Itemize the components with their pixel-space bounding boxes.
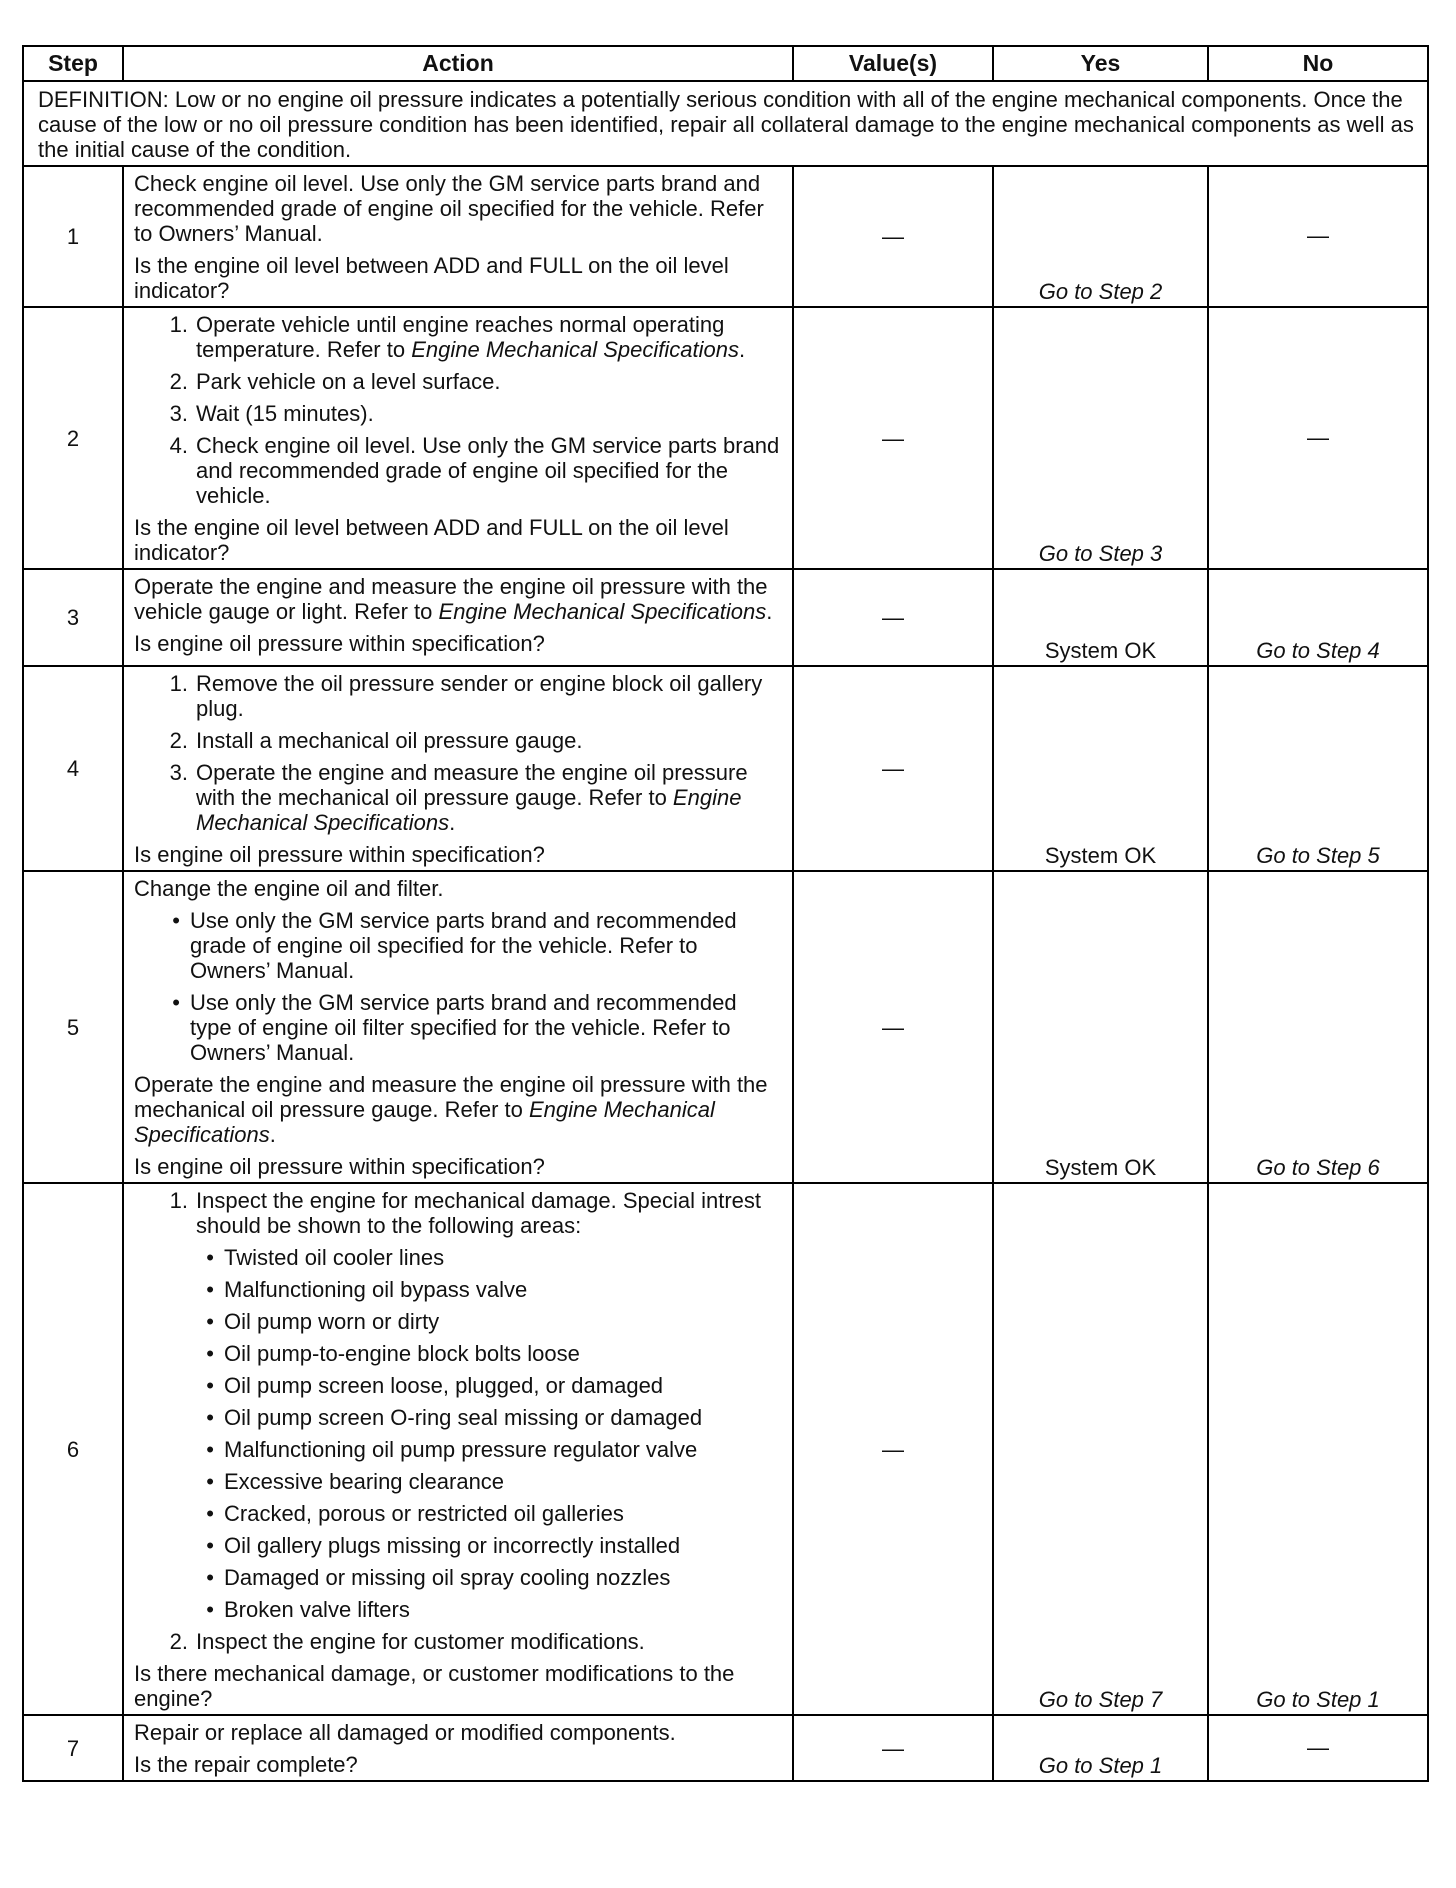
yes-result: Go to Step 2 bbox=[993, 166, 1208, 307]
definition-text: DEFINITION: Low or no engine oil pressure indicates a potentially serious condition with all of the engine mechanical components. Once the cause of the low or no oil pressure condition has been identified, repair all collateral damage to the engine mechanical components as well as the initial cause of the condition. bbox=[23, 81, 1428, 166]
action-paragraph bbox=[134, 1154, 782, 1179]
table-row bbox=[23, 1715, 1428, 1781]
text-segment: Excessive bearing clearance bbox=[224, 1469, 505, 1494]
bullet-marker: • bbox=[206, 1245, 214, 1270]
value-cell: — bbox=[793, 871, 993, 1183]
step-number: 6 bbox=[23, 1183, 123, 1715]
value-cell: — bbox=[793, 166, 993, 307]
step-number: 3 bbox=[23, 569, 123, 666]
item-text bbox=[196, 728, 782, 753]
text-segment: Inspect the engine for customer modifications. bbox=[196, 1629, 645, 1654]
item-text bbox=[224, 1533, 782, 1558]
text-segment: Is the repair complete? bbox=[134, 1752, 358, 1777]
bullet-item bbox=[134, 1405, 782, 1430]
bullet-item bbox=[134, 1373, 782, 1398]
bullet-marker: • bbox=[172, 908, 180, 933]
no-result: Go to Step 4 bbox=[1208, 569, 1428, 666]
step-number: 1 bbox=[23, 166, 123, 307]
bullet-item bbox=[134, 1565, 782, 1590]
bullet-item bbox=[134, 908, 782, 983]
action-cell bbox=[123, 666, 793, 871]
numbered-item bbox=[134, 369, 782, 394]
action-paragraph bbox=[134, 842, 782, 867]
bullet-marker: • bbox=[206, 1469, 214, 1494]
yes-result: Go to Step 1 bbox=[993, 1715, 1208, 1781]
reference-text: Engine Mechanical Specifications bbox=[438, 599, 767, 624]
bullet-marker: • bbox=[206, 1597, 214, 1622]
item-text bbox=[224, 1309, 782, 1334]
text-segment: Park vehicle on a level surface. bbox=[196, 369, 501, 394]
item-text bbox=[224, 1341, 782, 1366]
text-segment: . bbox=[766, 599, 773, 624]
text-segment: . bbox=[449, 810, 456, 835]
text-segment: Oil pump screen O-ring seal missing or damaged bbox=[224, 1405, 703, 1430]
text-segment: Remove the oil pressure sender or engine block oil gallery plug. bbox=[196, 671, 763, 721]
item-text bbox=[224, 1277, 782, 1302]
header-values: Value(s) bbox=[793, 46, 993, 81]
yes-result: Go to Step 3 bbox=[993, 307, 1208, 569]
text-segment: Operate the engine and measure the engine oil pressure with the mechanical oil pressure gauge. Refer to bbox=[196, 760, 748, 810]
text-segment: Oil pump screen loose, plugged, or damaged bbox=[224, 1373, 664, 1398]
bullet-item bbox=[134, 1277, 782, 1302]
action-paragraph bbox=[134, 171, 782, 246]
text-segment: Install a mechanical oil pressure gauge. bbox=[196, 728, 583, 753]
step-number: 4 bbox=[23, 666, 123, 871]
item-text bbox=[196, 433, 782, 508]
diagnostic-table-container bbox=[22, 45, 1427, 1782]
item-number: 1. bbox=[169, 1188, 188, 1213]
bullet-item bbox=[134, 990, 782, 1065]
item-text bbox=[224, 1565, 782, 1590]
item-text bbox=[190, 990, 782, 1065]
item-text bbox=[196, 401, 782, 426]
table-header-row bbox=[23, 46, 1428, 81]
no-result: Go to Step 1 bbox=[1208, 1183, 1428, 1715]
text-segment: Damaged or missing oil spray cooling nozzles bbox=[224, 1565, 671, 1590]
action-cell bbox=[123, 1715, 793, 1781]
item-text bbox=[224, 1405, 782, 1430]
action-cell bbox=[123, 569, 793, 666]
numbered-item bbox=[134, 433, 782, 508]
action-paragraph bbox=[134, 253, 782, 303]
action-paragraph bbox=[134, 1752, 782, 1777]
yes-result: System OK bbox=[993, 871, 1208, 1183]
table-body bbox=[23, 81, 1428, 1781]
text-segment: Oil gallery plugs missing or incorrectly installed bbox=[224, 1533, 681, 1558]
value-cell: — bbox=[793, 569, 993, 666]
bullet-item bbox=[134, 1245, 782, 1270]
text-segment: Operate the engine and measure the engine oil pressure with the vehicle gauge or light. Refer to bbox=[134, 574, 768, 624]
text-segment: Is the engine oil level between ADD and FULL on the oil level indicator? bbox=[134, 253, 729, 303]
value-cell: — bbox=[793, 307, 993, 569]
no-result: Go to Step 6 bbox=[1208, 871, 1428, 1183]
no-result: — bbox=[1208, 1715, 1428, 1781]
item-number: 2. bbox=[169, 728, 188, 753]
bullet-item bbox=[134, 1309, 782, 1334]
bullet-marker: • bbox=[206, 1501, 214, 1526]
action-paragraph bbox=[134, 876, 782, 901]
step-number: 5 bbox=[23, 871, 123, 1183]
item-text bbox=[224, 1437, 782, 1462]
item-text bbox=[196, 369, 782, 394]
action-cell bbox=[123, 1183, 793, 1715]
header-step: Step bbox=[23, 46, 123, 81]
no-result: — bbox=[1208, 307, 1428, 569]
text-segment: Operate the engine and measure the engine oil pressure with the mechanical oil pressure gauge. Refer to bbox=[134, 1072, 768, 1122]
text-segment: Repair or replace all damaged or modified components. bbox=[134, 1720, 676, 1745]
text-segment: . bbox=[269, 1122, 276, 1147]
action-cell bbox=[123, 871, 793, 1183]
text-segment: Is engine oil pressure within specification? bbox=[134, 631, 545, 656]
bullet-item bbox=[134, 1597, 782, 1622]
action-cell bbox=[123, 166, 793, 307]
bullet-marker: • bbox=[172, 990, 180, 1015]
bullet-marker: • bbox=[206, 1373, 214, 1398]
reference-text: Engine Mechanical Specifications bbox=[134, 1097, 715, 1147]
item-text bbox=[196, 312, 782, 362]
item-number: 4. bbox=[169, 433, 188, 458]
numbered-item bbox=[134, 1188, 782, 1238]
bullet-item bbox=[134, 1437, 782, 1462]
text-segment: Twisted oil cooler lines bbox=[224, 1245, 445, 1270]
bullet-marker: • bbox=[206, 1405, 214, 1430]
numbered-item bbox=[134, 1629, 782, 1654]
item-text bbox=[224, 1245, 782, 1270]
table-row bbox=[23, 1183, 1428, 1715]
reference-text: Engine Mechanical Specifications bbox=[196, 785, 742, 835]
item-text bbox=[196, 760, 782, 835]
bullet-marker: • bbox=[206, 1277, 214, 1302]
action-paragraph bbox=[134, 515, 782, 565]
text-segment: Check engine oil level. Use only the GM service parts brand and recommended grade of engine oil specified for the vehicle. bbox=[196, 433, 780, 508]
bullet-marker: • bbox=[206, 1533, 214, 1558]
text-segment: Is engine oil pressure within specification? bbox=[134, 1154, 545, 1179]
table-row bbox=[23, 569, 1428, 666]
text-segment: Change the engine oil and filter. bbox=[134, 876, 444, 901]
item-number: 1. bbox=[169, 312, 188, 337]
table-row bbox=[23, 871, 1428, 1183]
item-text bbox=[196, 1629, 782, 1654]
text-segment: Is there mechanical damage, or customer modifications to the engine? bbox=[134, 1661, 735, 1711]
bullet-marker: • bbox=[206, 1309, 214, 1334]
bullet-marker: • bbox=[206, 1437, 214, 1462]
text-segment: Check engine oil level. Use only the GM service parts brand and recommended grade of engine oil specified for the vehicle. Refer to Owners’ Manual. bbox=[134, 171, 764, 246]
item-number: 1. bbox=[169, 671, 188, 696]
no-result: — bbox=[1208, 166, 1428, 307]
action-paragraph bbox=[134, 1661, 782, 1711]
yes-result: System OK bbox=[993, 569, 1208, 666]
text-segment: Malfunctioning oil bypass valve bbox=[224, 1277, 528, 1302]
bullet-item bbox=[134, 1341, 782, 1366]
item-number: 3. bbox=[169, 760, 188, 785]
definition-row bbox=[23, 81, 1428, 166]
text-segment: Oil pump-to-engine block bolts loose bbox=[224, 1341, 580, 1366]
step-number: 7 bbox=[23, 1715, 123, 1781]
text-segment: Operate vehicle until engine reaches normal operating temperature. Refer to bbox=[196, 312, 725, 362]
table-row bbox=[23, 166, 1428, 307]
action-paragraph bbox=[134, 1720, 782, 1745]
item-text bbox=[224, 1373, 782, 1398]
header-yes: Yes bbox=[993, 46, 1208, 81]
item-text bbox=[196, 1188, 782, 1238]
numbered-item bbox=[134, 312, 782, 362]
item-number: 3. bbox=[169, 401, 188, 426]
header-no: No bbox=[1208, 46, 1428, 81]
numbered-item bbox=[134, 671, 782, 721]
action-cell bbox=[123, 307, 793, 569]
step-number: 2 bbox=[23, 307, 123, 569]
bullet-marker: • bbox=[206, 1341, 214, 1366]
table-row bbox=[23, 307, 1428, 569]
text-segment: Broken valve lifters bbox=[224, 1597, 410, 1622]
bullet-item bbox=[134, 1533, 782, 1558]
table-row bbox=[23, 666, 1428, 871]
item-text bbox=[224, 1501, 782, 1526]
text-segment: Cracked, porous or restricted oil galleries bbox=[224, 1501, 624, 1526]
bullet-marker: • bbox=[206, 1565, 214, 1590]
action-paragraph bbox=[134, 631, 782, 656]
text-segment: . bbox=[738, 337, 746, 362]
numbered-item bbox=[134, 728, 782, 753]
text-segment: Use only the GM service parts brand and recommended type of engine oil filter specified for the vehicle. Refer to Owners’ Manual. bbox=[190, 990, 737, 1065]
item-text bbox=[196, 671, 782, 721]
diagnostic-table bbox=[22, 45, 1429, 1782]
item-number: 2. bbox=[169, 1629, 188, 1654]
header-action: Action bbox=[123, 46, 793, 81]
value-cell: — bbox=[793, 1183, 993, 1715]
numbered-item bbox=[134, 401, 782, 426]
item-text bbox=[224, 1469, 782, 1494]
text-segment: Inspect the engine for mechanical damage. Special intrest should be shown to the following areas: bbox=[196, 1188, 761, 1238]
text-segment: Wait (15 minutes). bbox=[196, 401, 374, 426]
item-number: 2. bbox=[169, 369, 188, 394]
action-paragraph bbox=[134, 574, 782, 624]
text-segment: Is the engine oil level between ADD and FULL on the oil level indicator? bbox=[134, 515, 729, 565]
bullet-item bbox=[134, 1501, 782, 1526]
value-cell: — bbox=[793, 666, 993, 871]
text-segment: Is engine oil pressure within specification? bbox=[134, 842, 545, 867]
reference-text: Engine Mechanical Specifications bbox=[411, 337, 739, 362]
value-cell: — bbox=[793, 1715, 993, 1781]
no-result: Go to Step 5 bbox=[1208, 666, 1428, 871]
action-paragraph bbox=[134, 1072, 782, 1147]
bullet-item bbox=[134, 1469, 782, 1494]
numbered-item bbox=[134, 760, 782, 835]
item-text bbox=[224, 1597, 782, 1622]
item-text bbox=[190, 908, 782, 983]
text-segment: Use only the GM service parts brand and recommended grade of engine oil specified for the vehicle. Refer to Owners’ Manual. bbox=[190, 908, 737, 983]
text-segment: Oil pump worn or dirty bbox=[224, 1309, 440, 1334]
yes-result: System OK bbox=[993, 666, 1208, 871]
yes-result: Go to Step 7 bbox=[993, 1183, 1208, 1715]
text-segment: Malfunctioning oil pump pressure regulator valve bbox=[224, 1437, 698, 1462]
